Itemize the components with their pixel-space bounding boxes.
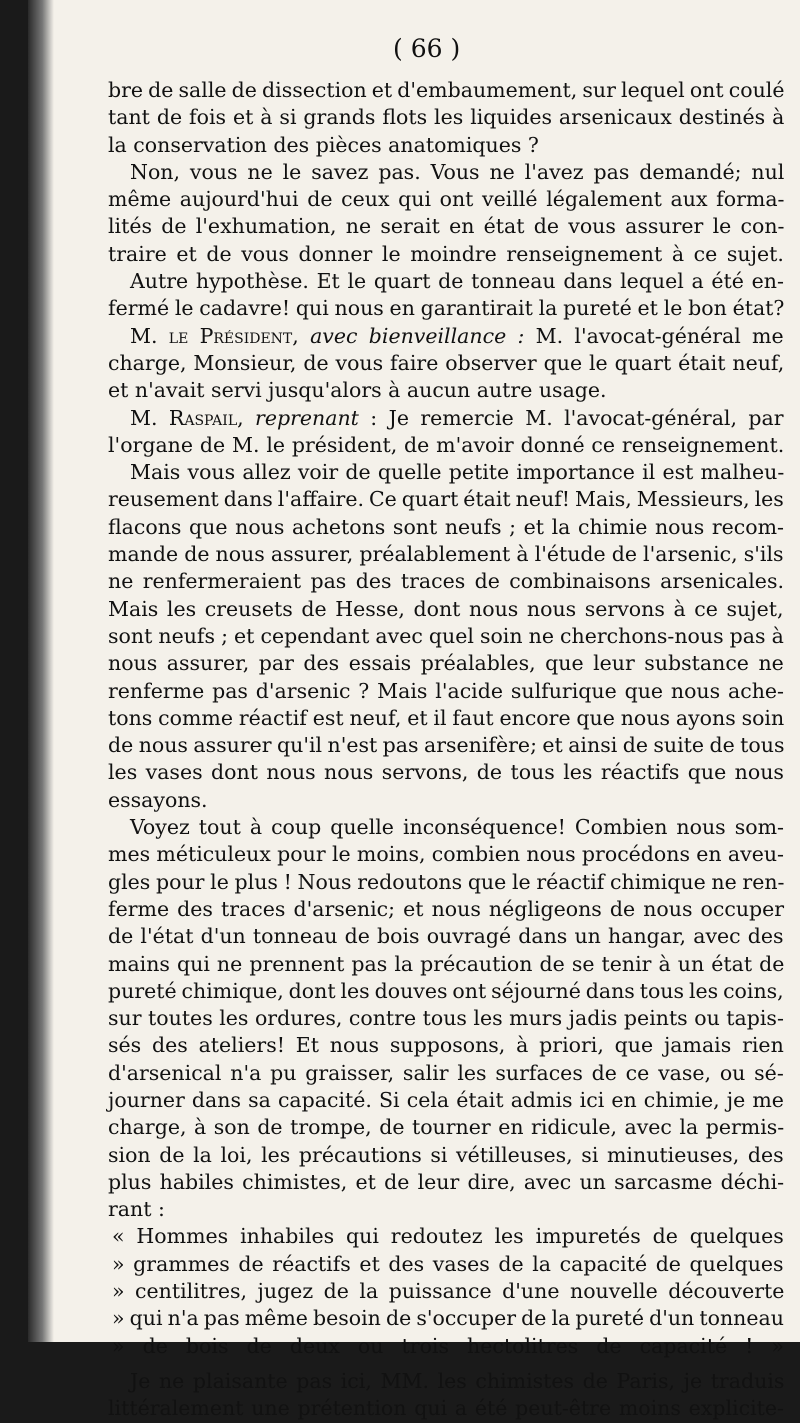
text-line: bre de salle de dissection et d'embaumement, sur lequel ont coulé bbox=[108, 78, 785, 102]
body-text bbox=[108, 77, 784, 1423]
text-line: sés des ateliers! Et nous supposons, à priori, que jamais rien bbox=[108, 1033, 784, 1058]
text-line: » grammes de réactifs et des vases de la capacité de quelques bbox=[112, 1251, 784, 1276]
text-line: Mais vous allez voir de quelle petite importance il est malheu- bbox=[130, 460, 785, 485]
text-line: sont neufs ; et cependant avec quel soin ne cherchons-nous pas à bbox=[108, 623, 784, 648]
text-line: « Hommes inhabiles qui redoutez les impuretés de quelques bbox=[112, 1224, 784, 1249]
text-line: Non, vous ne le savez pas. Vous ne l'avez pas demandé; nul bbox=[130, 159, 785, 184]
page-edge-shadow bbox=[28, 0, 54, 1342]
text-line: mains qui ne prennent pas la précaution de se tenir à un état de bbox=[108, 951, 785, 976]
text-line: tant de fois et à si grands flots les liquides arsenicaux destinés à bbox=[108, 105, 785, 130]
text-line: tons comme réactif est neuf, et il faut encore que nous ayons soin bbox=[108, 705, 785, 730]
text-line bbox=[108, 323, 784, 350]
text-line: » qui n'a pas même besoin de s'occuper de la pureté d'un tonneau bbox=[112, 1306, 784, 1331]
text-line: Je ne plaisante pas ici, MM. les chimistes de Paris, je traduis bbox=[130, 1368, 785, 1393]
text-line: sur toutes les ordures, contre tous les murs jadis peints ou tapis- bbox=[108, 1006, 784, 1031]
text-line: de l'état d'un tonneau de bois ouvragé dans un hangar, avec des bbox=[108, 924, 784, 949]
text-line: les vases dont nous nous servons, de tous les réactifs que nous bbox=[108, 760, 784, 785]
text-line: Voyez tout à coup quelle inconséquence! Combien nous som- bbox=[130, 815, 784, 840]
text-line: la conservation des pièces anatomiques ? bbox=[108, 132, 539, 157]
text-line: renferme pas d'arsenic ? Mais l'acide sulfurique que nous ache- bbox=[108, 678, 784, 703]
text-run: M. bbox=[130, 323, 169, 348]
text-line: d'arsenical n'a pu graisser, salir les surfaces de ce vase, ou sé- bbox=[108, 1060, 784, 1085]
book-page bbox=[28, 0, 800, 1421]
text-line: pureté chimique, dont les douves ont séjourné dans tous les coins, bbox=[108, 978, 784, 1003]
text-line bbox=[108, 405, 784, 432]
text-line: flacons que nous achetons sont neufs ; et la chimie nous recom- bbox=[108, 514, 784, 539]
text-line: essayons. bbox=[108, 787, 208, 812]
text-line: et n'avait servi jusqu'alors à aucun autre usage. bbox=[108, 378, 607, 403]
paragraph-gap bbox=[108, 1360, 784, 1368]
text-line: lités de l'exhumation, ne serait en état de vous assurer le con- bbox=[108, 214, 785, 239]
text-line: mande de nous assurer, préalablement à l'étude de l'arsenic, s'ils bbox=[108, 542, 784, 567]
text-run: , bbox=[292, 323, 311, 348]
stage-direction: avec bienveillance : bbox=[310, 323, 525, 348]
speaker-name: le Président bbox=[168, 323, 293, 348]
text-line: littéralement une prétention qui a été peut-être moins explicite- bbox=[108, 1396, 784, 1421]
text-line: traire et de vous donner le moindre renseignement à ce sujet. bbox=[108, 241, 784, 266]
speaker-name: Raspail bbox=[168, 405, 238, 430]
text-line: plus habiles chimistes, et de leur dire, avec un sarcasme déchi- bbox=[108, 1169, 785, 1194]
text-run: , bbox=[237, 405, 256, 430]
text-run: M. l'avocat-général me bbox=[524, 323, 784, 348]
text-line: de nous assurer qu'il n'est pas arsenifère; et ainsi de suite de tous bbox=[108, 733, 785, 758]
text-run: : Je remercie M. l'avocat-général, par bbox=[358, 405, 784, 430]
text-line: l'organe de M. le président, de m'avoir donné ce renseignement. bbox=[108, 432, 785, 457]
text-line: journer dans sa capacité. Si cela était admis ici en chimie, je me bbox=[108, 1087, 784, 1112]
text-line: ferme des traces d'arsenic; et nous négligeons de nous occuper bbox=[108, 896, 785, 921]
text-line: même aujourd'hui de ceux qui ont veillé légalement aux forma- bbox=[108, 187, 785, 212]
text-line: fermé le cadavre! qui nous en garantirait la pureté et le bon état? bbox=[108, 296, 785, 321]
text-run: M. bbox=[130, 405, 169, 430]
text-line: ne renfermeraient pas des traces de combinaisons arsenicales. bbox=[108, 569, 784, 594]
text-line: charge, à son de trompe, de tourner en ridicule, avec la permis- bbox=[108, 1115, 785, 1140]
text-line: Autre hypothèse. Et le quart de tonneau dans lequel a été en- bbox=[130, 269, 784, 294]
text-line: rant : bbox=[108, 1197, 165, 1222]
text-line: » centilitres, jugez de la puissance d'une nouvelle découverte bbox=[112, 1279, 785, 1304]
text-line: sion de la loi, les précautions si vétilleuses, si minutieuses, des bbox=[108, 1142, 784, 1167]
text-line: charge, Monsieur, de vous faire observer que le quart était neuf, bbox=[108, 350, 785, 375]
text-line: gles pour le plus ! Nous redoutons que le réactif chimique ne ren- bbox=[108, 869, 785, 894]
text-line: mes méticuleux pour le moins, combien nous procédons en aveu- bbox=[108, 842, 784, 867]
text-line: reusement dans l'affaire. Ce quart était neuf! Mais, Messieurs, les bbox=[108, 487, 784, 512]
text-line: » de bois de deux ou trois hectolitres de capacité ! » bbox=[112, 1333, 784, 1358]
text-line: nous assurer, par des essais préalables, que leur substance ne bbox=[108, 651, 784, 676]
stage-direction: reprenant bbox=[255, 405, 359, 430]
page-number: ( 66 ) bbox=[393, 34, 461, 63]
text-line: Mais les creusets de Hesse, dont nous nous servons à ce sujet, bbox=[108, 596, 784, 621]
